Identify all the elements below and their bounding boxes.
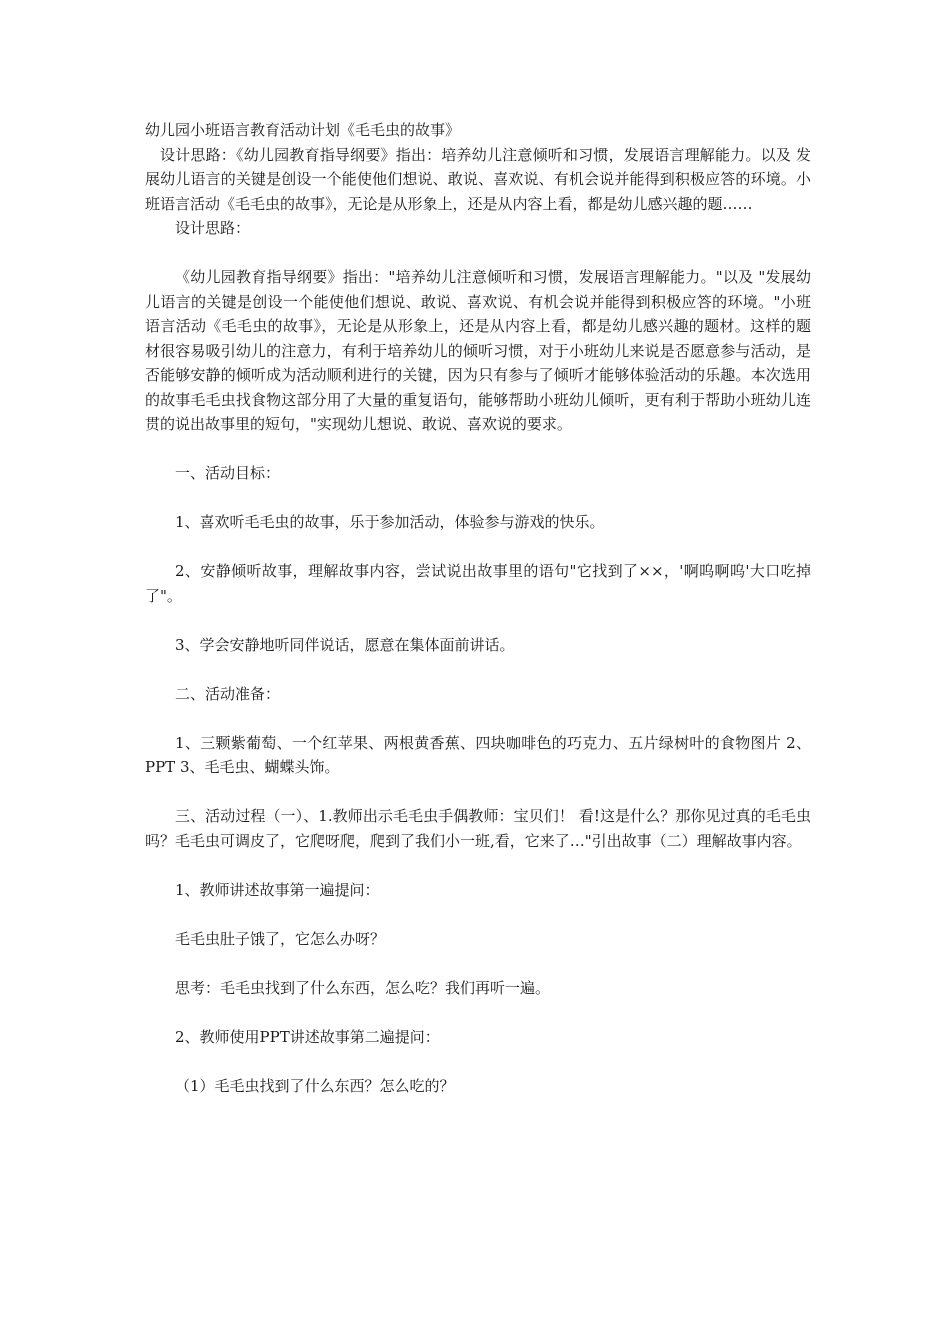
summary-paragraph: 设计思路：《幼儿园教育指导纲要》指出：培养幼儿注意倾听和习惯，发展语言理解能力。以及 发展幼儿语言的关键是创设一个能使他们想说、敢说、喜欢说、有机会说并能得到积极应答的环境。小班语言活动《毛毛虫的故事》，无论是从形象上，还是从内容上看，都是幼儿感兴趣的题……	[145, 145, 811, 213]
goal-item-3: 3、学会安静地听同伴说话，愿意在集体面前讲话。	[175, 635, 515, 654]
goal-item-2: 2、安静倾听故事，理解故事内容，尝试说出故事里的语句"它找到了××，'啊呜啊呜'大口吃掉了"。	[145, 562, 811, 605]
process-paragraph: 三、活动过程（一）、1.教师出示毛毛虫手偶教师：宝贝们！ 看!这是什么？那你见过真的毛毛虫吗？毛毛虫可调皮了，它爬呀爬，爬到了我们小一班,看，它来了…"引出故事（二）理解故事内容。	[145, 807, 811, 850]
prep-heading: 二、活动准备：	[175, 684, 281, 703]
document-title: 幼儿园小班语言教育活动计划《毛毛虫的故事》	[145, 121, 461, 139]
design-heading: 设计思路：	[175, 219, 251, 237]
question-c: （1）毛毛虫找到了什么东西？怎么吃的？	[175, 1076, 455, 1095]
step-1-heading: 1、教师讲述故事第一遍提问：	[175, 880, 380, 899]
design-paragraph: 《幼儿园教育指导纲要》指出："培养幼儿注意倾听和习惯，发展语言理解能力。"以及 "发展幼儿语言的关键是创设一个能使他们想说、敢说、喜欢说、有机会说并能得到积极应答的环境。"小班语言活动《毛毛虫的故事》，无论是从形象上，还是从内容上看，都是幼儿感兴趣的题材。这样的题材很容易吸引幼儿的注意力，有利于培养幼儿的倾听习惯，对于小班幼儿来说是否愿意参与活动，是否能够安静的倾听成为活动顺利进行的关键，因为只有参与了倾听才能够体验活动的乐趣。本次选用的故事毛毛虫找食物这部分用了大量的重复语句，能够帮助小班幼儿倾听，更有利于帮助小班幼儿连贯的说出故事里的短句，"实现幼儿想说、敢说、喜欢说的要求。	[145, 268, 811, 433]
step-2-heading: 2、教师使用PPT讲述故事第二遍提问：	[175, 1027, 440, 1046]
goals-heading: 一、活动目标：	[175, 464, 281, 482]
question-a: 毛毛虫肚子饿了，它怎么办呀？	[175, 929, 386, 948]
goal-item-1: 1、喜欢听毛毛虫的故事，乐于参加活动，体验参与游戏的快乐。	[175, 513, 605, 531]
document-page	[145, 118, 811, 1098]
question-b: 思考：毛毛虫找到了什么东西，怎么吃？我们再听一遍。	[175, 978, 551, 997]
prep-paragraph: 1、三颗紫葡萄、一个红苹果、两根黄香蕉、四块咖啡色的巧克力、五片绿树叶的食物图片 2、PPT 3、毛毛虫、蝴蝶头饰。	[145, 733, 811, 776]
